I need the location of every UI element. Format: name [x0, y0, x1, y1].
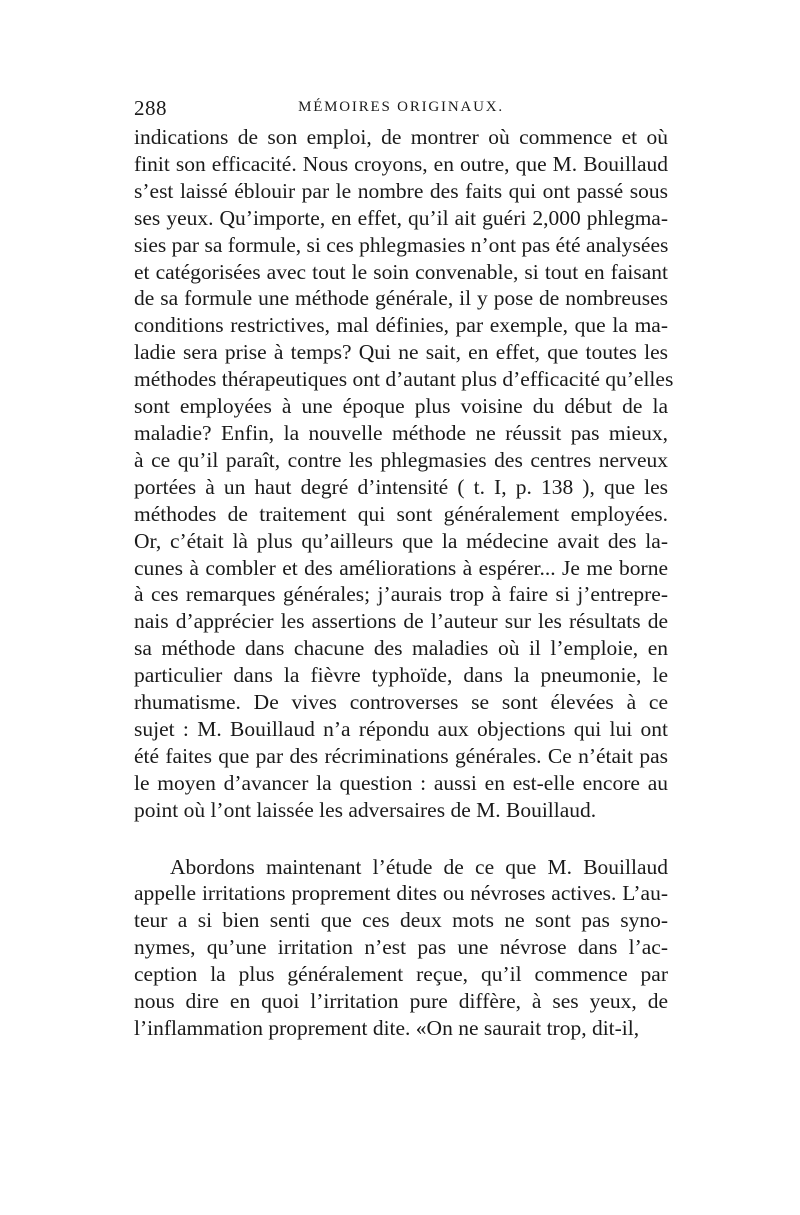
text-line: méthodes de traitement qui sont généralement employées.	[134, 501, 668, 526]
text-line: à ce qu’il paraît, contre les phlegmasies des centres nerveux	[134, 447, 668, 472]
text-line: Or, c’était là plus qu’ailleurs que la médecine avait des la-	[134, 528, 668, 553]
text-line: l’inflammation proprement dite. «On ne saurait trop, dit-il,	[134, 1016, 640, 1040]
text-line: teur a si bien senti que ces deux mots ne sont pas syno-	[134, 908, 668, 933]
text-line: appelle irritations proprement dites ou névroses actives. L’au-	[134, 881, 668, 906]
text-line: méthodes thérapeutiques ont d’autant plus d’efficacité qu’elles	[134, 367, 674, 392]
text-line: maladie? Enfin, la nouvelle méthode ne réussit pas mieux,	[134, 420, 668, 445]
text-line: sujet : M. Bouillaud n’a répondu aux objections qui lui ont	[134, 716, 668, 741]
running-title: MÉMOIRES ORIGINAUX.	[298, 99, 504, 115]
text-line: ladie sera prise à temps? Qui ne sait, en effet, que toutes les	[134, 340, 668, 365]
text-line: nous dire en quoi l’irritation pure diffère, à ses yeux, de	[134, 989, 668, 1014]
paragraph-gap	[134, 824, 668, 854]
text-line: et catégorisées avec tout le soin convenable, si tout en faisant	[134, 259, 668, 284]
text-line: à ces remarques générales; j’aurais trop à faire si j’entrepre-	[134, 582, 668, 607]
text-line: point où l’ont laissée les adversaires de M. Bouillaud.	[134, 797, 597, 822]
text-line: particulier dans la fièvre typhoïde, dans la pneumonie, le	[134, 663, 668, 688]
text-line: rhumatisme. De vives controverses se sont élevées à ce	[134, 690, 668, 715]
text-line: nymes, qu’une irritation n’est pas une névrose dans l’ac-	[134, 935, 668, 960]
page	[134, 96, 674, 1042]
text-line: conditions restrictives, mal définies, par exemple, que la ma-	[134, 313, 668, 338]
text-line: finit son efficacité. Nous croyons, en outre, que M. Bouillaud	[134, 151, 668, 176]
text-line: cunes à combler et des améliorations à espérer... Je me borne	[134, 555, 668, 580]
text-line: nais d’apprécier les assertions de l’auteur sur les résultats de	[134, 609, 668, 634]
text-line: s’est laissé éblouir par le nombre des faits qui ont passé sous	[134, 178, 668, 203]
text-line: été faites que par des récriminations générales. Ce n’était pas	[134, 743, 668, 768]
text-line: indications de son emploi, de montrer où commence et où	[134, 125, 668, 149]
text-line: sies par sa formule, si ces phlegmasies n’ont pas été analysées	[134, 232, 669, 257]
text-line: portées à un haut degré d’intensité ( t. I, p. 138 ), que les	[134, 474, 668, 499]
paragraph-1	[134, 124, 674, 824]
text-line: ception la plus généralement reçue, qu’il commence par	[134, 962, 668, 987]
page-header	[134, 96, 668, 124]
paragraph-2	[134, 854, 668, 1042]
text-line: de sa formule une méthode générale, il y pose de nombreuses	[134, 286, 668, 311]
text-line: sont employées à une époque plus voisine du début de la	[134, 394, 668, 419]
text-line: Abordons maintenant l’étude de ce que M. Bouillaud	[170, 854, 668, 879]
text-line: le moyen d’avancer la question : aussi en est-elle encore au	[134, 770, 668, 795]
text-line: ses yeux. Qu’importe, en effet, qu’il ait guéri 2,000 phlegma-	[134, 205, 668, 230]
text-line: sa méthode dans chacune des maladies où il l’emploie, en	[134, 636, 668, 661]
page-number: 288	[134, 96, 167, 120]
